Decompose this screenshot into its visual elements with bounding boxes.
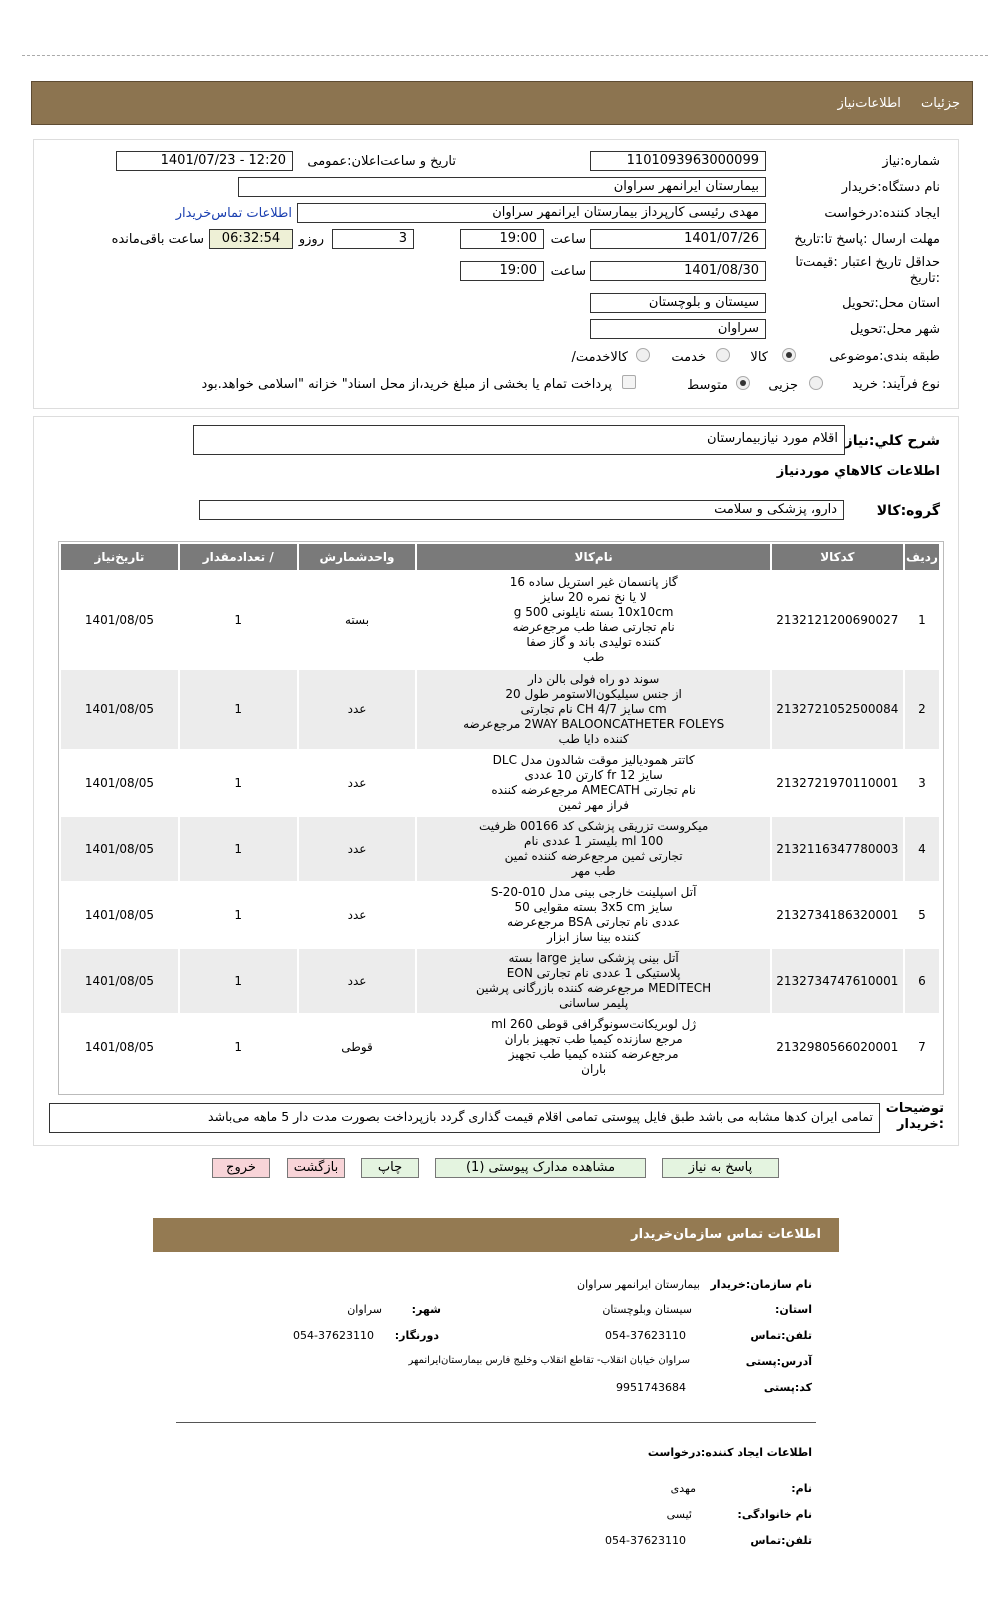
category-goods-radio[interactable] bbox=[782, 348, 796, 362]
item-name-line: آتل بینی پزشکی سایز large بسته bbox=[508, 951, 679, 965]
item-name-line: کننده دایا طب bbox=[558, 732, 629, 746]
validity-time-label: ساعت bbox=[550, 264, 586, 279]
row-number-cell: 7 bbox=[905, 1015, 939, 1079]
unit-cell: عدد bbox=[299, 751, 416, 815]
unit-cell: قوطی bbox=[299, 1015, 416, 1079]
item-name-line: 10x10cm بسته نایلونی 500 g bbox=[513, 605, 674, 619]
item-name-line: مرجع‌عرضه کننده کیمیا طب تجهیز bbox=[508, 1047, 679, 1061]
item-name-cell bbox=[417, 817, 769, 881]
postal-value: 9951743684 bbox=[616, 1381, 686, 1394]
item-name-line: مرجع سازنده کیمیا طب تجهیز باران bbox=[504, 1032, 683, 1046]
item-name-line: کننده بینا ساز ابزار bbox=[547, 930, 641, 944]
contact-province-label: استان: bbox=[775, 1303, 812, 1316]
table-row bbox=[61, 817, 939, 881]
unit-cell: عدد bbox=[299, 670, 416, 749]
table-row bbox=[61, 751, 939, 815]
item-name-line: گاز پانسمان غیر استریل ساده 16 bbox=[509, 575, 678, 589]
remaining-label: ساعت باقی‌مانده bbox=[111, 232, 204, 247]
items-table-frame bbox=[58, 541, 944, 1095]
item-name-line: سایز 3x5 cm بسته مقوایی 50 bbox=[514, 900, 673, 914]
address-value: سراوان خیابان انقلاب- تقاطع انقلاب وخلیج فارس بیمارستان‌ایرانمهر bbox=[408, 1355, 690, 1366]
row-number-cell: 3 bbox=[905, 751, 939, 815]
item-name-line: سایز 12 fr کارتن 10 عددی bbox=[524, 768, 663, 782]
unit-cell: عدد bbox=[299, 817, 416, 881]
validity-time-field: 19:00 bbox=[460, 261, 544, 281]
item-code-cell: 2132734747610001 bbox=[772, 949, 903, 1013]
item-name-cell bbox=[417, 949, 769, 1013]
row-number-cell: 6 bbox=[905, 949, 939, 1013]
category-goods-label: کالا bbox=[750, 350, 768, 365]
phone-label: تلفن:تماس bbox=[750, 1329, 812, 1342]
col-header-code: کدکالا bbox=[772, 544, 903, 570]
item-name-line: طب مهر bbox=[571, 864, 616, 878]
category-service-label: خدمت bbox=[671, 350, 706, 365]
need-date-cell: 1401/08/05 bbox=[61, 883, 178, 947]
qty-cell: 1 bbox=[180, 817, 297, 881]
goods-group-field: دارو، پزشکی و سلامت bbox=[199, 500, 844, 520]
qty-cell: 1 bbox=[180, 883, 297, 947]
creator-name-label: نام: bbox=[791, 1482, 812, 1495]
row-number-cell: 1 bbox=[905, 572, 939, 668]
creator-name-value: مهدی bbox=[670, 1482, 696, 1495]
item-name-line: طب bbox=[582, 650, 605, 664]
item-name-cell bbox=[417, 572, 769, 668]
unit-cell: عدد bbox=[299, 949, 416, 1013]
item-name-line: cm سایز CH 4/7 نام تجارتی bbox=[520, 702, 667, 716]
item-name-line: تجارتی ثمین مرجع‌عرضه کننده ثمین bbox=[504, 849, 683, 863]
creator-field: مهدی رئیسی کارپرداز بیمارستان ایرانمهر سراوان bbox=[297, 203, 766, 223]
province-field: سیستان و بلوچستان bbox=[590, 293, 766, 313]
item-name-cell bbox=[417, 1015, 769, 1079]
item-name-line: MEDITECH مرجع‌عرضه کننده بازرگانی پرشین bbox=[476, 981, 712, 995]
item-name-line: پلیمر ساسانی bbox=[559, 996, 629, 1010]
item-code-cell: 2132116347780003 bbox=[772, 817, 903, 881]
item-code-cell: 2132121200690027 bbox=[772, 572, 903, 668]
validity-label: حداقل تاریخ اعتبار :قیمت‌تا :تاریخ bbox=[795, 255, 940, 286]
creator-phone-label: تلفن:تماس bbox=[750, 1534, 812, 1547]
creator-phone-value: 054-37623110 bbox=[605, 1534, 686, 1547]
province-label: استان محل:تحویل bbox=[842, 296, 940, 311]
announce-field: 1401/07/23 - 12:20 bbox=[116, 151, 293, 171]
validity-date-field: 1401/08/30 bbox=[590, 261, 766, 281]
item-name-line: ژل لوبریکانت‌سونوگرافی قوطی 260 ml bbox=[491, 1017, 697, 1031]
announce-label: تاریخ و ساعت‌اعلان:عمومی bbox=[307, 154, 456, 169]
reply-button[interactable]: پاسخ به نیاز bbox=[662, 1158, 779, 1178]
need-date-cell: 1401/08/05 bbox=[61, 817, 178, 881]
row-number-cell: 4 bbox=[905, 817, 939, 881]
table-row bbox=[61, 670, 939, 749]
city-field: سراوان bbox=[590, 319, 766, 339]
qty-cell: 1 bbox=[180, 949, 297, 1013]
items-table-body bbox=[61, 572, 939, 1079]
item-code-cell: 2132721970110001 bbox=[772, 751, 903, 815]
process-partial-radio[interactable] bbox=[809, 376, 823, 390]
qty-cell: 1 bbox=[180, 751, 297, 815]
item-name-line: کننده تولیدی باند و گاز صفا bbox=[526, 635, 661, 649]
creator-info-title: اطلاعات ایجاد کننده:درخواست bbox=[647, 1446, 812, 1459]
row-number-cell: 2 bbox=[905, 670, 939, 749]
contact-province-value: سیستان وبلوچستان bbox=[602, 1303, 692, 1316]
item-name-cell bbox=[417, 751, 769, 815]
creator-label: ایجاد کننده:درخواست bbox=[824, 206, 940, 221]
process-medium-label: متوسط bbox=[687, 378, 728, 393]
contact-header bbox=[153, 1218, 839, 1252]
item-name-line: سوند دو راه فولی بالن دار bbox=[527, 672, 660, 686]
col-header-row-number: ردیف bbox=[905, 544, 939, 570]
item-name-line: نام تجارتی AMECATH مرجع‌عرضه کننده bbox=[491, 783, 696, 797]
item-name-line: میکروست تزریقی پزشکی کد 00166 ظرفیت bbox=[478, 819, 709, 833]
deadline-label: مهلت ارسال :پاسخ تا:تاریخ bbox=[794, 232, 940, 247]
items-table bbox=[59, 542, 941, 1081]
page-header bbox=[31, 81, 973, 125]
address-label: آدرس:پستی bbox=[745, 1355, 812, 1368]
buyer-notes-field: تمامی ایران کدها مشابه می باشد طبق فایل پیوستی تمامی اقلام قیمت گذاری گردد بازپرداخت بصورت مدت دار 5 ماهه می‌باشد bbox=[49, 1103, 880, 1133]
general-desc-label: شرح کلي:نیاز bbox=[844, 433, 940, 449]
item-name-line: باران bbox=[581, 1062, 607, 1076]
qty-cell: 1 bbox=[180, 1015, 297, 1079]
buyer-device-label: نام دستگاه:خریدار bbox=[841, 180, 940, 195]
view-attachments-button[interactable]: مشاهده مدارک پیوستی (1) bbox=[435, 1158, 646, 1178]
item-code-cell: 2132734186320001 bbox=[772, 883, 903, 947]
process-partial-label: جزیی bbox=[768, 378, 798, 393]
item-name-cell bbox=[417, 883, 769, 947]
print-button[interactable]: چاپ bbox=[361, 1158, 419, 1178]
item-name-line: 2WAY BALOONCATHETER FOLEYS مرجع‌عرضه bbox=[463, 717, 725, 731]
item-code-cell: 2132980566020001 bbox=[772, 1015, 903, 1079]
category-label: طبقه بندی:موضوعی bbox=[829, 349, 940, 364]
postal-label: کد:پستی bbox=[763, 1381, 812, 1394]
item-name-cell bbox=[417, 670, 769, 749]
table-row bbox=[61, 1015, 939, 1079]
top-divider bbox=[22, 55, 988, 56]
table-header-row bbox=[61, 544, 939, 570]
col-header-unit: واحدشمارش bbox=[299, 544, 416, 570]
tab-need-info[interactable]: اطلاعات‌نیاز bbox=[837, 96, 901, 111]
treasury-payment-checkbox[interactable] bbox=[622, 375, 636, 389]
qty-cell: 1 bbox=[180, 572, 297, 668]
unit-cell: بسته bbox=[299, 572, 416, 668]
table-row bbox=[61, 949, 939, 1013]
unit-cell: عدد bbox=[299, 883, 416, 947]
creator-family-label: نام خانوادگی: bbox=[737, 1508, 812, 1521]
goods-group-label: گروه:کالا bbox=[876, 503, 940, 519]
fax-label: دورنگار: bbox=[394, 1329, 439, 1342]
col-header-name: نام‌کالا bbox=[417, 544, 769, 570]
need-date-cell: 1401/08/05 bbox=[61, 670, 178, 749]
contact-divider bbox=[176, 1422, 816, 1423]
process-label: نوع فرآیند: خرید bbox=[852, 377, 940, 392]
table-row bbox=[61, 572, 939, 668]
item-name-line: نام تجارتی صفا طب مرجع‌عرضه bbox=[512, 620, 675, 634]
item-name-line: از جنس سیلیکون‌الاستومر طول 20 bbox=[505, 687, 682, 701]
need-number-field: 1101093963000099 bbox=[590, 151, 766, 171]
item-name-line: آتل اسپلینت خارجی بینی مدل S-20-010 bbox=[490, 885, 697, 899]
table-row bbox=[61, 883, 939, 947]
need-date-cell: 1401/08/05 bbox=[61, 949, 178, 1013]
need-date-cell: 1401/08/05 bbox=[61, 751, 178, 815]
item-name-line: فراز مهر ثمین bbox=[558, 798, 629, 812]
col-header-date: تاریخ‌نیاز bbox=[61, 544, 178, 570]
deadline-date-field: 1401/07/26 bbox=[590, 229, 766, 249]
deadline-time-field: 19:00 bbox=[460, 229, 544, 249]
contact-city-value: سراوان bbox=[347, 1303, 382, 1316]
city-label: شهر محل:تحویل bbox=[850, 322, 940, 337]
need-number-label: شماره:نیاز bbox=[882, 154, 940, 169]
buyer-contact-link[interactable]: اطلاعات تماس‌خریدار bbox=[175, 206, 292, 221]
exit-button[interactable]: خروج bbox=[212, 1158, 270, 1178]
buyer-device-field: بیمارستان ایرانمهر سراوان bbox=[238, 177, 766, 197]
fax-value: 054-37623110 bbox=[293, 1329, 374, 1342]
general-desc-field: اقلام مورد نیازبیمارستان bbox=[193, 425, 845, 455]
process-medium-radio[interactable] bbox=[736, 376, 750, 390]
creator-family-value: ئیسی bbox=[666, 1508, 692, 1521]
item-name-line: 100 ml بلیستر 1 عددی نام bbox=[524, 834, 664, 848]
need-date-cell: 1401/08/05 bbox=[61, 1015, 178, 1079]
org-label: نام سازمان:خریدار bbox=[710, 1278, 812, 1291]
deadline-time-label: ساعت bbox=[550, 232, 586, 247]
item-name-line: لا یا نخ نمره 20 سایز bbox=[540, 590, 647, 604]
days-field: 3 bbox=[332, 229, 414, 249]
phone-value: 054-37623110 bbox=[605, 1329, 686, 1342]
days-label: روزو bbox=[298, 232, 324, 247]
contact-city-label: شهر: bbox=[411, 1303, 441, 1316]
row-number-cell: 5 bbox=[905, 883, 939, 947]
org-value: بیمارستان ایرانمهر سراوان bbox=[577, 1278, 700, 1291]
item-name-line: کاتتر همودیالیز موقت شالدون مدل DLC bbox=[492, 753, 695, 767]
treasury-payment-label: پرداخت تمام یا بخشی از مبلغ خرید،از محل اسناد" خزانه "اسلامی خواهد.بود bbox=[201, 377, 612, 392]
need-date-cell: 1401/08/05 bbox=[61, 572, 178, 668]
category-service-radio[interactable] bbox=[716, 348, 730, 362]
category-goods-service-radio[interactable] bbox=[636, 348, 650, 362]
item-name-line: پلاستیکی 1 عددی نام تجارتی EON bbox=[506, 966, 681, 980]
tab-details[interactable]: جزئیات bbox=[921, 96, 960, 111]
col-header-qty: / تعدادمقدار bbox=[180, 544, 297, 570]
goods-info-title: اطلاعات کالاهاي موردنیاز bbox=[776, 464, 940, 479]
back-button[interactable]: بازگشت bbox=[287, 1158, 345, 1178]
item-name-line: عددی نام تجارتی BSA مرجع‌عرضه bbox=[507, 915, 681, 929]
buyer-notes-label: توضیحات :خریدار bbox=[885, 1101, 944, 1132]
item-code-cell: 2132721052500084 bbox=[772, 670, 903, 749]
remaining-time-field: 06:32:54 bbox=[209, 229, 293, 249]
qty-cell: 1 bbox=[180, 670, 297, 749]
category-goods-service-label: کالاخدمت/ bbox=[571, 350, 628, 365]
contact-title: اطلاعات تماس سازمان‌خریدار bbox=[631, 1227, 821, 1242]
